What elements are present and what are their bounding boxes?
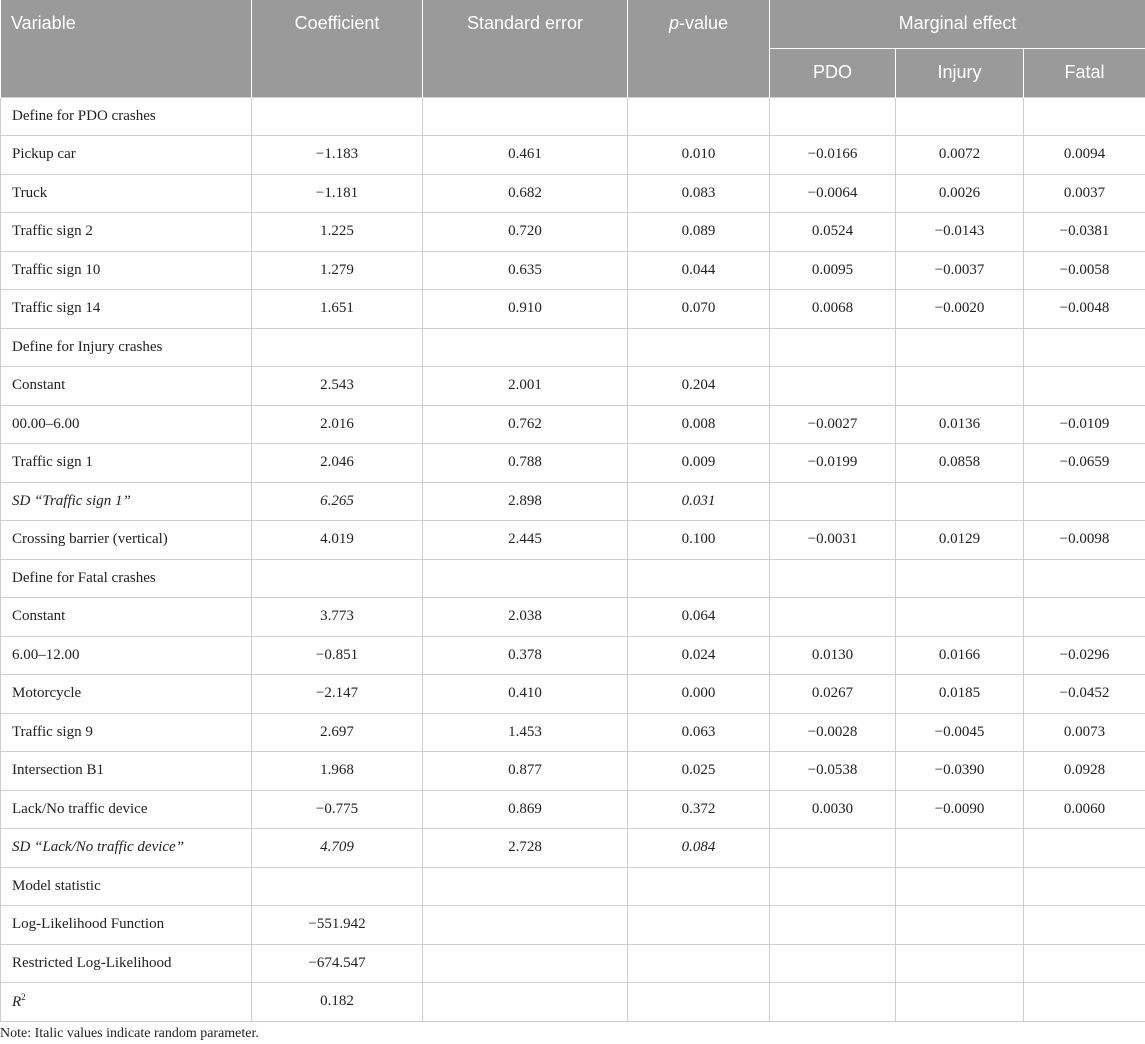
cell-coefficient [252, 328, 423, 367]
cell-p-value: 0.031 [628, 482, 770, 521]
cell-p-value: 0.044 [628, 251, 770, 290]
cell-injury [896, 367, 1024, 406]
table-row [1, 944, 1145, 983]
cell-pdo: −0.0031 [770, 521, 896, 560]
cell-fatal [1024, 944, 1145, 983]
cell-standard-error [423, 328, 628, 367]
cell-injury: 0.0858 [896, 444, 1024, 483]
cell-p-value: 0.064 [628, 598, 770, 637]
cell-pdo: 0.0524 [770, 213, 896, 252]
cell-coefficient: 4.709 [252, 829, 423, 868]
cell-injury: 0.0166 [896, 636, 1024, 675]
cell-fatal: 0.0060 [1024, 790, 1145, 829]
cell-variable-text: R [12, 994, 22, 1011]
table-row [1, 482, 1145, 521]
cell-standard-error: 2.445 [423, 521, 628, 560]
cell-fatal: 0.0073 [1024, 713, 1145, 752]
cell-fatal [1024, 598, 1145, 637]
header-variable: Variable [1, 0, 252, 97]
header-coefficient: Coefficient [252, 0, 423, 97]
cell-pdo [770, 328, 896, 367]
table-row [1, 521, 1145, 560]
cell-standard-error: 0.720 [423, 213, 628, 252]
cell-pdo [770, 97, 896, 136]
cell-standard-error: 0.762 [423, 405, 628, 444]
table-row [1, 867, 1145, 906]
cell-coefficient: −674.547 [252, 944, 423, 983]
header-fatal: Fatal [1024, 48, 1145, 97]
cell-p-value [628, 559, 770, 598]
cell-variable: Crossing barrier (vertical) [1, 521, 252, 560]
table-row [1, 97, 1145, 136]
cell-variable: Traffic sign 2 [1, 213, 252, 252]
table-row [1, 713, 1145, 752]
cell-standard-error: 2.728 [423, 829, 628, 868]
cell-variable: Truck [1, 174, 252, 213]
header-marginal-effect: Marginal effect [770, 0, 1145, 48]
cell-variable: Motorcycle [1, 675, 252, 714]
cell-coefficient: −0.851 [252, 636, 423, 675]
cell-fatal: 0.0037 [1024, 174, 1145, 213]
cell-injury: −0.0390 [896, 752, 1024, 791]
cell-p-value [628, 983, 770, 1022]
cell-variable: SD “Lack/No traffic device” [1, 829, 252, 868]
cell-fatal: −0.0048 [1024, 290, 1145, 329]
cell-fatal [1024, 983, 1145, 1022]
cell-standard-error: 0.877 [423, 752, 628, 791]
cell-p-value: 0.008 [628, 405, 770, 444]
cell-injury [896, 906, 1024, 945]
cell-coefficient: 2.697 [252, 713, 423, 752]
cell-coefficient [252, 867, 423, 906]
cell-injury [896, 482, 1024, 521]
cell-standard-error [423, 97, 628, 136]
cell-coefficient: 4.019 [252, 521, 423, 560]
table-row [1, 636, 1145, 675]
cell-pdo [770, 906, 896, 945]
table-row [1, 213, 1145, 252]
cell-injury: −0.0090 [896, 790, 1024, 829]
table-row [1, 559, 1145, 598]
cell-standard-error: 0.788 [423, 444, 628, 483]
cell-fatal [1024, 482, 1145, 521]
cell-injury: 0.0072 [896, 136, 1024, 175]
cell-coefficient: 6.265 [252, 482, 423, 521]
cell-pdo: 0.0267 [770, 675, 896, 714]
cell-fatal: −0.0381 [1024, 213, 1145, 252]
cell-standard-error: 0.410 [423, 675, 628, 714]
cell-variable: Log-Likelihood Function [1, 906, 252, 945]
cell-p-value: 0.024 [628, 636, 770, 675]
cell-standard-error: 0.461 [423, 136, 628, 175]
header-row-top [1, 0, 1145, 48]
cell-injury: −0.0037 [896, 251, 1024, 290]
cell-fatal: −0.0098 [1024, 521, 1145, 560]
cell-standard-error: 2.038 [423, 598, 628, 637]
cell-pdo [770, 829, 896, 868]
cell-p-value: 0.025 [628, 752, 770, 791]
table-note: Note: Italic values indicate random parameter. [0, 1026, 259, 1041]
cell-standard-error [423, 906, 628, 945]
cell-fatal: 0.0094 [1024, 136, 1145, 175]
cell-p-value: 0.009 [628, 444, 770, 483]
cell-variable: Pickup car [1, 136, 252, 175]
table-row [1, 906, 1145, 945]
cell-pdo [770, 598, 896, 637]
table-row [1, 405, 1145, 444]
cell-coefficient: 2.543 [252, 367, 423, 406]
cell-pdo: 0.0095 [770, 251, 896, 290]
table-body [1, 97, 1145, 1021]
cell-variable: Define for Fatal crashes [1, 559, 252, 598]
cell-p-value: 0.083 [628, 174, 770, 213]
cell-p-value: 0.372 [628, 790, 770, 829]
cell-injury: 0.0136 [896, 405, 1024, 444]
cell-pdo: −0.0538 [770, 752, 896, 791]
table-row [1, 290, 1145, 329]
cell-injury [896, 598, 1024, 637]
cell-injury [896, 983, 1024, 1022]
cell-fatal: −0.0296 [1024, 636, 1145, 675]
cell-standard-error: 2.898 [423, 482, 628, 521]
table-row [1, 174, 1145, 213]
cell-fatal [1024, 906, 1145, 945]
cell-p-value: 0.204 [628, 367, 770, 406]
cell-fatal [1024, 328, 1145, 367]
cell-coefficient: 2.046 [252, 444, 423, 483]
header-p-suffix: -value [678, 13, 729, 33]
cell-injury: 0.0026 [896, 174, 1024, 213]
cell-standard-error: 0.682 [423, 174, 628, 213]
cell-pdo [770, 559, 896, 598]
cell-variable: Restricted Log-Likelihood [1, 944, 252, 983]
cell-variable: Traffic sign 14 [1, 290, 252, 329]
cell-coefficient: 1.279 [252, 251, 423, 290]
cell-pdo [770, 867, 896, 906]
table-header [1, 0, 1145, 97]
table-row [1, 136, 1145, 175]
cell-standard-error: 0.378 [423, 636, 628, 675]
table-row [1, 444, 1145, 483]
header-pdo: PDO [770, 48, 896, 97]
cell-pdo: 0.0068 [770, 290, 896, 329]
cell-pdo [770, 367, 896, 406]
cell-variable: 6.00–12.00 [1, 636, 252, 675]
cell-p-value: 0.000 [628, 675, 770, 714]
cell-coefficient: −1.181 [252, 174, 423, 213]
cell-variable: Define for Injury crashes [1, 328, 252, 367]
cell-injury: −0.0143 [896, 213, 1024, 252]
cell-fatal [1024, 867, 1145, 906]
cell-injury [896, 829, 1024, 868]
table-row [1, 251, 1145, 290]
cell-injury: −0.0045 [896, 713, 1024, 752]
table-row [1, 675, 1145, 714]
table-row [1, 598, 1145, 637]
cell-p-value: 0.070 [628, 290, 770, 329]
cell-pdo: −0.0028 [770, 713, 896, 752]
cell-variable: Traffic sign 9 [1, 713, 252, 752]
cell-standard-error [423, 559, 628, 598]
cell-variable: Model statistic [1, 867, 252, 906]
cell-variable: Traffic sign 1 [1, 444, 252, 483]
cell-injury [896, 328, 1024, 367]
table-row [1, 328, 1145, 367]
cell-variable: Lack/No traffic device [1, 790, 252, 829]
cell-fatal [1024, 367, 1145, 406]
cell-variable: Constant [1, 367, 252, 406]
cell-injury: 0.0185 [896, 675, 1024, 714]
cell-standard-error: 0.635 [423, 251, 628, 290]
cell-pdo: −0.0166 [770, 136, 896, 175]
cell-variable: Traffic sign 10 [1, 251, 252, 290]
header-standard-error: Standard error [423, 0, 628, 97]
cell-p-value [628, 944, 770, 983]
cell-p-value [628, 97, 770, 136]
cell-fatal [1024, 559, 1145, 598]
cell-pdo: 0.0030 [770, 790, 896, 829]
cell-pdo: −0.0199 [770, 444, 896, 483]
cell-coefficient: 1.651 [252, 290, 423, 329]
table-row [1, 790, 1145, 829]
header-p-value [628, 0, 770, 97]
cell-variable: 00.00–6.00 [1, 405, 252, 444]
cell-coefficient [252, 559, 423, 598]
cell-p-value: 0.084 [628, 829, 770, 868]
cell-variable-superscript: 2 [21, 992, 26, 1003]
cell-injury [896, 559, 1024, 598]
cell-pdo [770, 983, 896, 1022]
table-row [1, 752, 1145, 791]
table-row [1, 983, 1145, 1022]
cell-coefficient: −2.147 [252, 675, 423, 714]
cell-coefficient [252, 97, 423, 136]
table-row [1, 367, 1145, 406]
cell-p-value: 0.100 [628, 521, 770, 560]
cell-standard-error [423, 983, 628, 1022]
cell-variable: Intersection B1 [1, 752, 252, 791]
cell-standard-error [423, 944, 628, 983]
cell-standard-error: 1.453 [423, 713, 628, 752]
cell-fatal [1024, 829, 1145, 868]
cell-p-value: 0.063 [628, 713, 770, 752]
cell-coefficient: −551.942 [252, 906, 423, 945]
table-row [1, 829, 1145, 868]
cell-fatal: −0.0659 [1024, 444, 1145, 483]
cell-variable [1, 983, 252, 1022]
cell-standard-error [423, 867, 628, 906]
cell-p-value [628, 867, 770, 906]
cell-injury [896, 944, 1024, 983]
cell-injury: −0.0020 [896, 290, 1024, 329]
cell-variable: SD “Traffic sign 1” [1, 482, 252, 521]
cell-pdo [770, 482, 896, 521]
cell-coefficient: 0.182 [252, 983, 423, 1022]
cell-p-value: 0.010 [628, 136, 770, 175]
cell-injury [896, 97, 1024, 136]
cell-coefficient: −1.183 [252, 136, 423, 175]
cell-standard-error: 0.910 [423, 290, 628, 329]
header-injury: Injury [896, 48, 1024, 97]
cell-fatal: 0.0928 [1024, 752, 1145, 791]
header-p-italic: p [668, 13, 679, 33]
cell-fatal: −0.0452 [1024, 675, 1145, 714]
cell-injury: 0.0129 [896, 521, 1024, 560]
cell-p-value [628, 906, 770, 945]
cell-p-value [628, 328, 770, 367]
cell-pdo: −0.0064 [770, 174, 896, 213]
cell-coefficient: 2.016 [252, 405, 423, 444]
cell-fatal: −0.0058 [1024, 251, 1145, 290]
cell-pdo [770, 944, 896, 983]
cell-pdo: 0.0130 [770, 636, 896, 675]
cell-injury [896, 867, 1024, 906]
cell-coefficient: −0.775 [252, 790, 423, 829]
cell-coefficient: 1.225 [252, 213, 423, 252]
cell-variable: Constant [1, 598, 252, 637]
cell-coefficient: 1.968 [252, 752, 423, 791]
cell-fatal: −0.0109 [1024, 405, 1145, 444]
cell-pdo: −0.0027 [770, 405, 896, 444]
cell-fatal [1024, 97, 1145, 136]
cell-variable: Define for PDO crashes [1, 97, 252, 136]
cell-standard-error: 0.869 [423, 790, 628, 829]
cell-standard-error: 2.001 [423, 367, 628, 406]
cell-p-value: 0.089 [628, 213, 770, 252]
cell-coefficient: 3.773 [252, 598, 423, 637]
